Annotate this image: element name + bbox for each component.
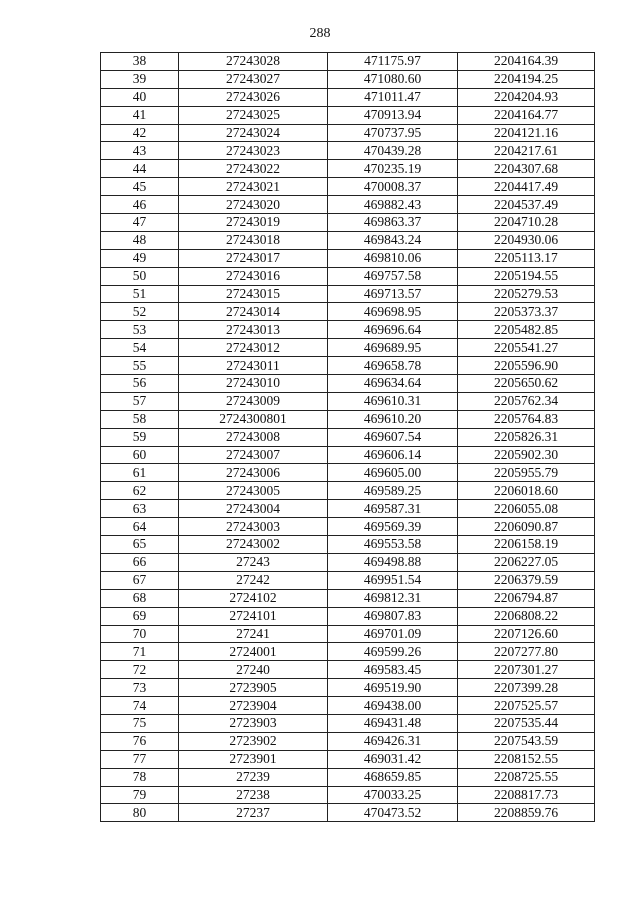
table-row: [101, 106, 595, 124]
table-row: [101, 768, 595, 786]
point-id-cell: 27243010: [179, 375, 328, 393]
y-coordinate-cell: 2205826.31: [458, 428, 595, 446]
table-row: [101, 196, 595, 214]
table-row: [101, 607, 595, 625]
point-id-cell: 27242: [179, 571, 328, 589]
x-coordinate-cell: 470737.95: [328, 124, 458, 142]
table-row: [101, 214, 595, 232]
table-row: [101, 375, 595, 393]
row-number-cell: 80: [101, 804, 179, 822]
row-number-cell: 56: [101, 375, 179, 393]
table-row: [101, 697, 595, 715]
y-coordinate-cell: 2206158.19: [458, 536, 595, 554]
point-id-cell: 2723905: [179, 679, 328, 697]
x-coordinate-cell: 469431.48: [328, 714, 458, 732]
row-number-cell: 52: [101, 303, 179, 321]
y-coordinate-cell: 2208817.73: [458, 786, 595, 804]
x-coordinate-cell: 469589.25: [328, 482, 458, 500]
row-number-cell: 54: [101, 339, 179, 357]
row-number-cell: 45: [101, 178, 179, 196]
table-row: [101, 142, 595, 160]
x-coordinate-cell: 469757.58: [328, 267, 458, 285]
table-row: [101, 410, 595, 428]
x-coordinate-cell: 469519.90: [328, 679, 458, 697]
y-coordinate-cell: 2206090.87: [458, 518, 595, 536]
point-id-cell: 27243: [179, 553, 328, 571]
y-coordinate-cell: 2206794.87: [458, 589, 595, 607]
table-row: [101, 321, 595, 339]
table-row: [101, 446, 595, 464]
y-coordinate-cell: 2208152.55: [458, 750, 595, 768]
table-row: [101, 786, 595, 804]
table-row: [101, 392, 595, 410]
row-number-cell: 51: [101, 285, 179, 303]
point-id-cell: 2723904: [179, 697, 328, 715]
point-id-cell: 27243025: [179, 106, 328, 124]
row-number-cell: 44: [101, 160, 179, 178]
point-id-cell: 27240: [179, 661, 328, 679]
point-id-cell: 27243024: [179, 124, 328, 142]
table-row: [101, 267, 595, 285]
y-coordinate-cell: 2207535.44: [458, 714, 595, 732]
point-id-cell: 2723903: [179, 714, 328, 732]
x-coordinate-cell: 469031.42: [328, 750, 458, 768]
y-coordinate-cell: 2204417.49: [458, 178, 595, 196]
table-row: [101, 536, 595, 554]
x-coordinate-cell: 470439.28: [328, 142, 458, 160]
x-coordinate-cell: 469807.83: [328, 607, 458, 625]
y-coordinate-cell: 2208859.76: [458, 804, 595, 822]
table-row: [101, 231, 595, 249]
row-number-cell: 43: [101, 142, 179, 160]
point-id-cell: 27243003: [179, 518, 328, 536]
point-id-cell: 2723901: [179, 750, 328, 768]
row-number-cell: 40: [101, 88, 179, 106]
x-coordinate-cell: 469882.43: [328, 196, 458, 214]
row-number-cell: 76: [101, 732, 179, 750]
x-coordinate-cell: 471011.47: [328, 88, 458, 106]
x-coordinate-cell: 469605.00: [328, 464, 458, 482]
row-number-cell: 49: [101, 249, 179, 267]
x-coordinate-cell: 469701.09: [328, 625, 458, 643]
x-coordinate-cell: 469810.06: [328, 249, 458, 267]
row-number-cell: 55: [101, 357, 179, 375]
y-coordinate-cell: 2207543.59: [458, 732, 595, 750]
y-coordinate-cell: 2204121.16: [458, 124, 595, 142]
x-coordinate-cell: 469606.14: [328, 446, 458, 464]
y-coordinate-cell: 2204930.06: [458, 231, 595, 249]
row-number-cell: 64: [101, 518, 179, 536]
y-coordinate-cell: 2205482.85: [458, 321, 595, 339]
row-number-cell: 65: [101, 536, 179, 554]
point-id-cell: 27243006: [179, 464, 328, 482]
x-coordinate-cell: 470473.52: [328, 804, 458, 822]
row-number-cell: 62: [101, 482, 179, 500]
row-number-cell: 77: [101, 750, 179, 768]
x-coordinate-cell: 470913.94: [328, 106, 458, 124]
point-id-cell: 27243028: [179, 53, 328, 71]
point-id-cell: 27243011: [179, 357, 328, 375]
point-id-cell: 27243022: [179, 160, 328, 178]
y-coordinate-cell: 2205902.30: [458, 446, 595, 464]
x-coordinate-cell: 469610.20: [328, 410, 458, 428]
y-coordinate-cell: 2204164.39: [458, 53, 595, 71]
table-row: [101, 589, 595, 607]
row-number-cell: 58: [101, 410, 179, 428]
point-id-cell: 27241: [179, 625, 328, 643]
point-id-cell: 27243005: [179, 482, 328, 500]
table-row: [101, 357, 595, 375]
y-coordinate-cell: 2204164.77: [458, 106, 595, 124]
y-coordinate-cell: 2207126.60: [458, 625, 595, 643]
row-number-cell: 69: [101, 607, 179, 625]
row-number-cell: 46: [101, 196, 179, 214]
table-row: [101, 303, 595, 321]
y-coordinate-cell: 2204194.25: [458, 70, 595, 88]
table-row: [101, 625, 595, 643]
point-id-cell: 2723902: [179, 732, 328, 750]
row-number-cell: 53: [101, 321, 179, 339]
point-id-cell: 2724300801: [179, 410, 328, 428]
point-id-cell: 27243021: [179, 178, 328, 196]
row-number-cell: 75: [101, 714, 179, 732]
table-row: [101, 482, 595, 500]
y-coordinate-cell: 2205113.17: [458, 249, 595, 267]
table-row: [101, 464, 595, 482]
point-id-cell: 27243015: [179, 285, 328, 303]
row-number-cell: 78: [101, 768, 179, 786]
x-coordinate-cell: 469863.37: [328, 214, 458, 232]
x-coordinate-cell: 469610.31: [328, 392, 458, 410]
row-number-cell: 61: [101, 464, 179, 482]
point-id-cell: 27243009: [179, 392, 328, 410]
table-row: [101, 88, 595, 106]
page-number: 288: [309, 26, 331, 41]
point-id-cell: 27243023: [179, 142, 328, 160]
table-row: [101, 732, 595, 750]
x-coordinate-cell: 469607.54: [328, 428, 458, 446]
row-number-cell: 59: [101, 428, 179, 446]
y-coordinate-cell: 2205762.34: [458, 392, 595, 410]
x-coordinate-cell: 469553.58: [328, 536, 458, 554]
point-id-cell: 27238: [179, 786, 328, 804]
point-id-cell: 2724102: [179, 589, 328, 607]
row-number-cell: 57: [101, 392, 179, 410]
y-coordinate-cell: 2204217.61: [458, 142, 595, 160]
table-row: [101, 500, 595, 518]
point-id-cell: 27243027: [179, 70, 328, 88]
table-row: [101, 804, 595, 822]
row-number-cell: 50: [101, 267, 179, 285]
point-id-cell: 27243018: [179, 231, 328, 249]
row-number-cell: 74: [101, 697, 179, 715]
row-number-cell: 41: [101, 106, 179, 124]
x-coordinate-cell: 468659.85: [328, 768, 458, 786]
point-id-cell: 27239: [179, 768, 328, 786]
y-coordinate-cell: 2205194.55: [458, 267, 595, 285]
x-coordinate-cell: 469698.95: [328, 303, 458, 321]
point-id-cell: 2724001: [179, 643, 328, 661]
y-coordinate-cell: 2205596.90: [458, 357, 595, 375]
table-row: [101, 750, 595, 768]
table-row: [101, 714, 595, 732]
point-id-cell: 27243019: [179, 214, 328, 232]
y-coordinate-cell: 2207399.28: [458, 679, 595, 697]
row-number-cell: 47: [101, 214, 179, 232]
point-id-cell: 27243017: [179, 249, 328, 267]
x-coordinate-cell: 469438.00: [328, 697, 458, 715]
x-coordinate-cell: 469689.95: [328, 339, 458, 357]
row-number-cell: 70: [101, 625, 179, 643]
x-coordinate-cell: 471080.60: [328, 70, 458, 88]
x-coordinate-cell: 469498.88: [328, 553, 458, 571]
table-row: [101, 553, 595, 571]
x-coordinate-cell: 469569.39: [328, 518, 458, 536]
point-id-cell: 27243012: [179, 339, 328, 357]
x-coordinate-cell: 469843.24: [328, 231, 458, 249]
y-coordinate-cell: 2206808.22: [458, 607, 595, 625]
table-row: [101, 124, 595, 142]
y-coordinate-cell: 2206379.59: [458, 571, 595, 589]
y-coordinate-cell: 2204710.28: [458, 214, 595, 232]
row-number-cell: 67: [101, 571, 179, 589]
y-coordinate-cell: 2207301.27: [458, 661, 595, 679]
table-row: [101, 571, 595, 589]
point-id-cell: 27243004: [179, 500, 328, 518]
y-coordinate-cell: 2205650.62: [458, 375, 595, 393]
y-coordinate-cell: 2207525.57: [458, 697, 595, 715]
point-id-cell: 27237: [179, 804, 328, 822]
point-id-cell: 27243020: [179, 196, 328, 214]
x-coordinate-cell: 469713.57: [328, 285, 458, 303]
y-coordinate-cell: 2204537.49: [458, 196, 595, 214]
y-coordinate-cell: 2205279.53: [458, 285, 595, 303]
row-number-cell: 39: [101, 70, 179, 88]
y-coordinate-cell: 2204204.93: [458, 88, 595, 106]
y-coordinate-cell: 2208725.55: [458, 768, 595, 786]
y-coordinate-cell: 2206227.05: [458, 553, 595, 571]
x-coordinate-cell: 469634.64: [328, 375, 458, 393]
table-row: [101, 339, 595, 357]
point-id-cell: 27243008: [179, 428, 328, 446]
table-row: [101, 428, 595, 446]
row-number-cell: 60: [101, 446, 179, 464]
row-number-cell: 63: [101, 500, 179, 518]
x-coordinate-cell: 469583.45: [328, 661, 458, 679]
y-coordinate-cell: 2204307.68: [458, 160, 595, 178]
row-number-cell: 79: [101, 786, 179, 804]
row-number-cell: 71: [101, 643, 179, 661]
x-coordinate-cell: 470008.37: [328, 178, 458, 196]
row-number-cell: 73: [101, 679, 179, 697]
table-row: [101, 643, 595, 661]
y-coordinate-cell: 2207277.80: [458, 643, 595, 661]
y-coordinate-cell: 2206018.60: [458, 482, 595, 500]
table-row: [101, 249, 595, 267]
row-number-cell: 48: [101, 231, 179, 249]
table-row: [101, 53, 595, 71]
coordinates-table: [100, 52, 595, 822]
x-coordinate-cell: 471175.97: [328, 53, 458, 71]
row-number-cell: 72: [101, 661, 179, 679]
table-row: [101, 679, 595, 697]
y-coordinate-cell: 2206055.08: [458, 500, 595, 518]
x-coordinate-cell: 470033.25: [328, 786, 458, 804]
point-id-cell: 27243002: [179, 536, 328, 554]
table-row: [101, 160, 595, 178]
point-id-cell: 2724101: [179, 607, 328, 625]
point-id-cell: 27243013: [179, 321, 328, 339]
point-id-cell: 27243014: [179, 303, 328, 321]
x-coordinate-cell: 469658.78: [328, 357, 458, 375]
x-coordinate-cell: 469812.31: [328, 589, 458, 607]
x-coordinate-cell: 469696.64: [328, 321, 458, 339]
x-coordinate-cell: 469426.31: [328, 732, 458, 750]
x-coordinate-cell: 469587.31: [328, 500, 458, 518]
row-number-cell: 66: [101, 553, 179, 571]
y-coordinate-cell: 2205955.79: [458, 464, 595, 482]
table-row: [101, 285, 595, 303]
point-id-cell: 27243026: [179, 88, 328, 106]
coordinates-table-body: [101, 53, 595, 822]
row-number-cell: 68: [101, 589, 179, 607]
x-coordinate-cell: 469599.26: [328, 643, 458, 661]
row-number-cell: 42: [101, 124, 179, 142]
table-row: [101, 178, 595, 196]
x-coordinate-cell: 469951.54: [328, 571, 458, 589]
y-coordinate-cell: 2205373.37: [458, 303, 595, 321]
x-coordinate-cell: 470235.19: [328, 160, 458, 178]
y-coordinate-cell: 2205541.27: [458, 339, 595, 357]
table-row: [101, 661, 595, 679]
table-row: [101, 518, 595, 536]
row-number-cell: 38: [101, 53, 179, 71]
table-row: [101, 70, 595, 88]
point-id-cell: 27243016: [179, 267, 328, 285]
y-coordinate-cell: 2205764.83: [458, 410, 595, 428]
point-id-cell: 27243007: [179, 446, 328, 464]
